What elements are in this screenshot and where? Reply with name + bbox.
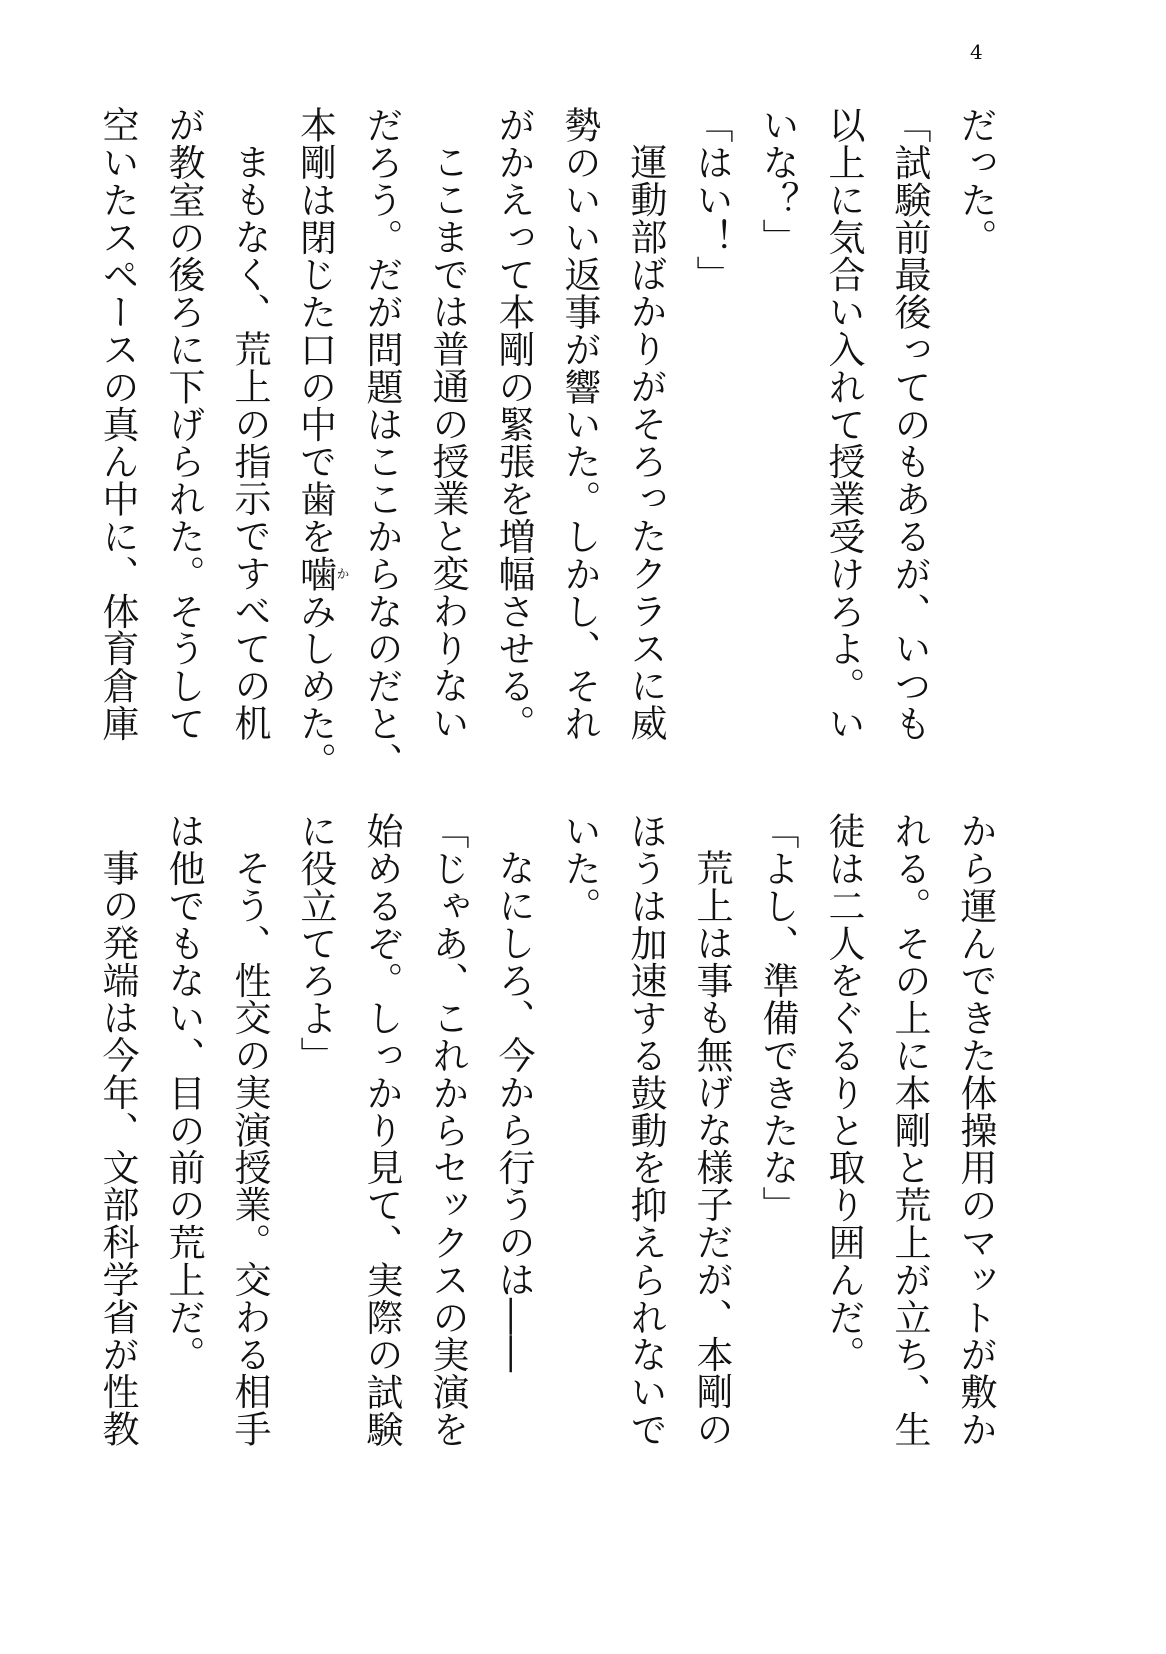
text-column: 「よし、準備できたな」 — [756, 812, 799, 1224]
text-block-top — [84, 106, 1008, 780]
text-column: 事の発端は今年、文部科学省が性教 — [96, 849, 139, 1448]
text-column: そう、性交の実演授業。交わる相手 — [228, 849, 271, 1448]
text-column: 以上に気合い入れて授業受けろよ。い — [822, 106, 865, 742]
text-column: ほうは加速する鼓動を抑えられないで — [624, 812, 667, 1448]
text-column: 荒上は事も無げな様子だが、本剛の — [690, 849, 733, 1448]
text-column: なにしろ、今から行うのは―― — [492, 849, 535, 1373]
text-column: 運動部ばかりがそろったクラスに威 — [624, 143, 667, 742]
text-column: だろう。だが問題はここからなのだと、 — [360, 106, 403, 780]
text-segment: 本剛は閉じた口の中で歯を — [293, 106, 337, 555]
ruby-base: 噛 — [293, 554, 337, 593]
text-column: 空いたスペースの真ん中に、体育倉庫 — [96, 106, 139, 742]
page-number: 4 — [970, 40, 983, 64]
text-column: は他でもない、目の前の荒上だ。 — [162, 812, 205, 1373]
text-column: 始めるぞ。しっかり見て、実際の試験 — [360, 812, 403, 1448]
text-column: がかえって本剛の緊張を増幅させる。 — [492, 106, 535, 742]
text-column: から運んできた体操用のマットが敷か — [954, 812, 997, 1448]
ruby-reading: か — [333, 554, 349, 593]
text-column: 「じゃあ、これからセックスの実演を — [426, 812, 469, 1448]
text-column: いな？」 — [756, 106, 799, 256]
text-column: れる。その上に本剛と荒上が立ち、生 — [888, 812, 931, 1448]
text-column: いた。 — [558, 812, 601, 925]
text-column: だった。 — [954, 106, 997, 256]
text-column: まもなく、荒上の指示ですべての机 — [228, 143, 271, 742]
text-column: 勢のいい返事が響いた。しかし、それ — [558, 106, 601, 742]
text-column: 「はい！」 — [690, 106, 733, 293]
text-column: 徒は二人をぐるりと取り囲んだ。 — [822, 812, 865, 1373]
text-column: 「試験前最後ってのもあるが、いつも — [888, 106, 931, 742]
text-column: に役立てろよ」 — [294, 812, 337, 1074]
ruby-annotation — [293, 554, 349, 593]
text-block-bottom — [84, 812, 1008, 1472]
text-column-with-ruby — [282, 106, 349, 780]
text-segment: みしめた。 — [293, 592, 337, 780]
text-column: ここまでは普通の授業と変わりない — [426, 143, 469, 742]
text-column: が教室の後ろに下げられた。そうして — [162, 106, 205, 742]
